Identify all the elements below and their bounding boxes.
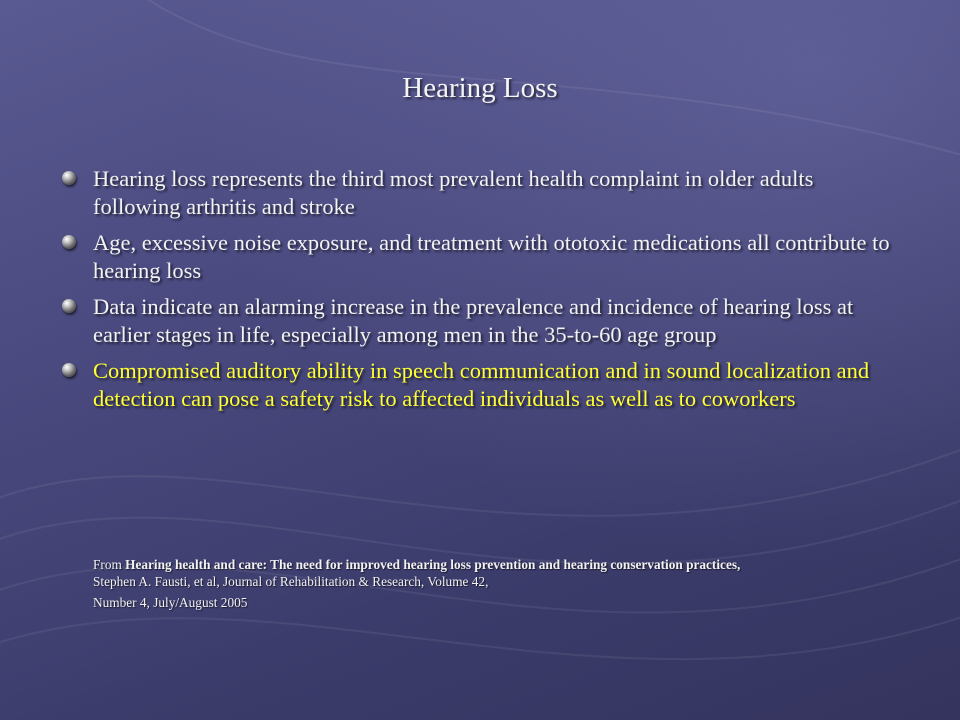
bullet-item — [60, 165, 900, 221]
bullet-text: Data indicate an alarming increase in the prevalence and incidence of hearing loss at earlier stages in life, especially among men in the 35-to-60 age group — [93, 294, 854, 347]
citation-prefix: From — [93, 557, 126, 572]
citation — [93, 556, 913, 611]
sphere-bullet-icon — [62, 171, 76, 185]
bullet-list — [60, 165, 900, 421]
citation-line-1 — [93, 556, 913, 573]
citation-article-title: Hearing health and care: The need for improved hearing loss prevention and hearing conservation practices, — [125, 557, 741, 572]
citation-authors-journal: Stephen A. Fausti, et al, Journal of Rehabilitation & Research, Volume 42, — [93, 574, 489, 589]
citation-issue: Number 4, July/August 2005 — [93, 595, 248, 610]
sphere-bullet-icon — [62, 363, 76, 377]
sphere-bullet-icon — [62, 235, 76, 249]
slide-title: Hearing Loss — [402, 72, 558, 104]
bullet-item — [60, 293, 900, 349]
bullet-item — [60, 229, 900, 285]
bullet-item-highlighted — [60, 357, 900, 413]
bullet-text: Compromised auditory ability in speech communication and in sound localization and detection can pose a safety risk to affected individuals as well as to coworkers — [93, 358, 870, 411]
bullet-text: Hearing loss represents the third most prevalent health complaint in older adults following arthritis and stroke — [93, 166, 814, 219]
sphere-bullet-icon — [62, 299, 76, 313]
bullet-text: Age, excessive noise exposure, and treatment with ototoxic medications all contribute to hearing loss — [93, 230, 890, 283]
